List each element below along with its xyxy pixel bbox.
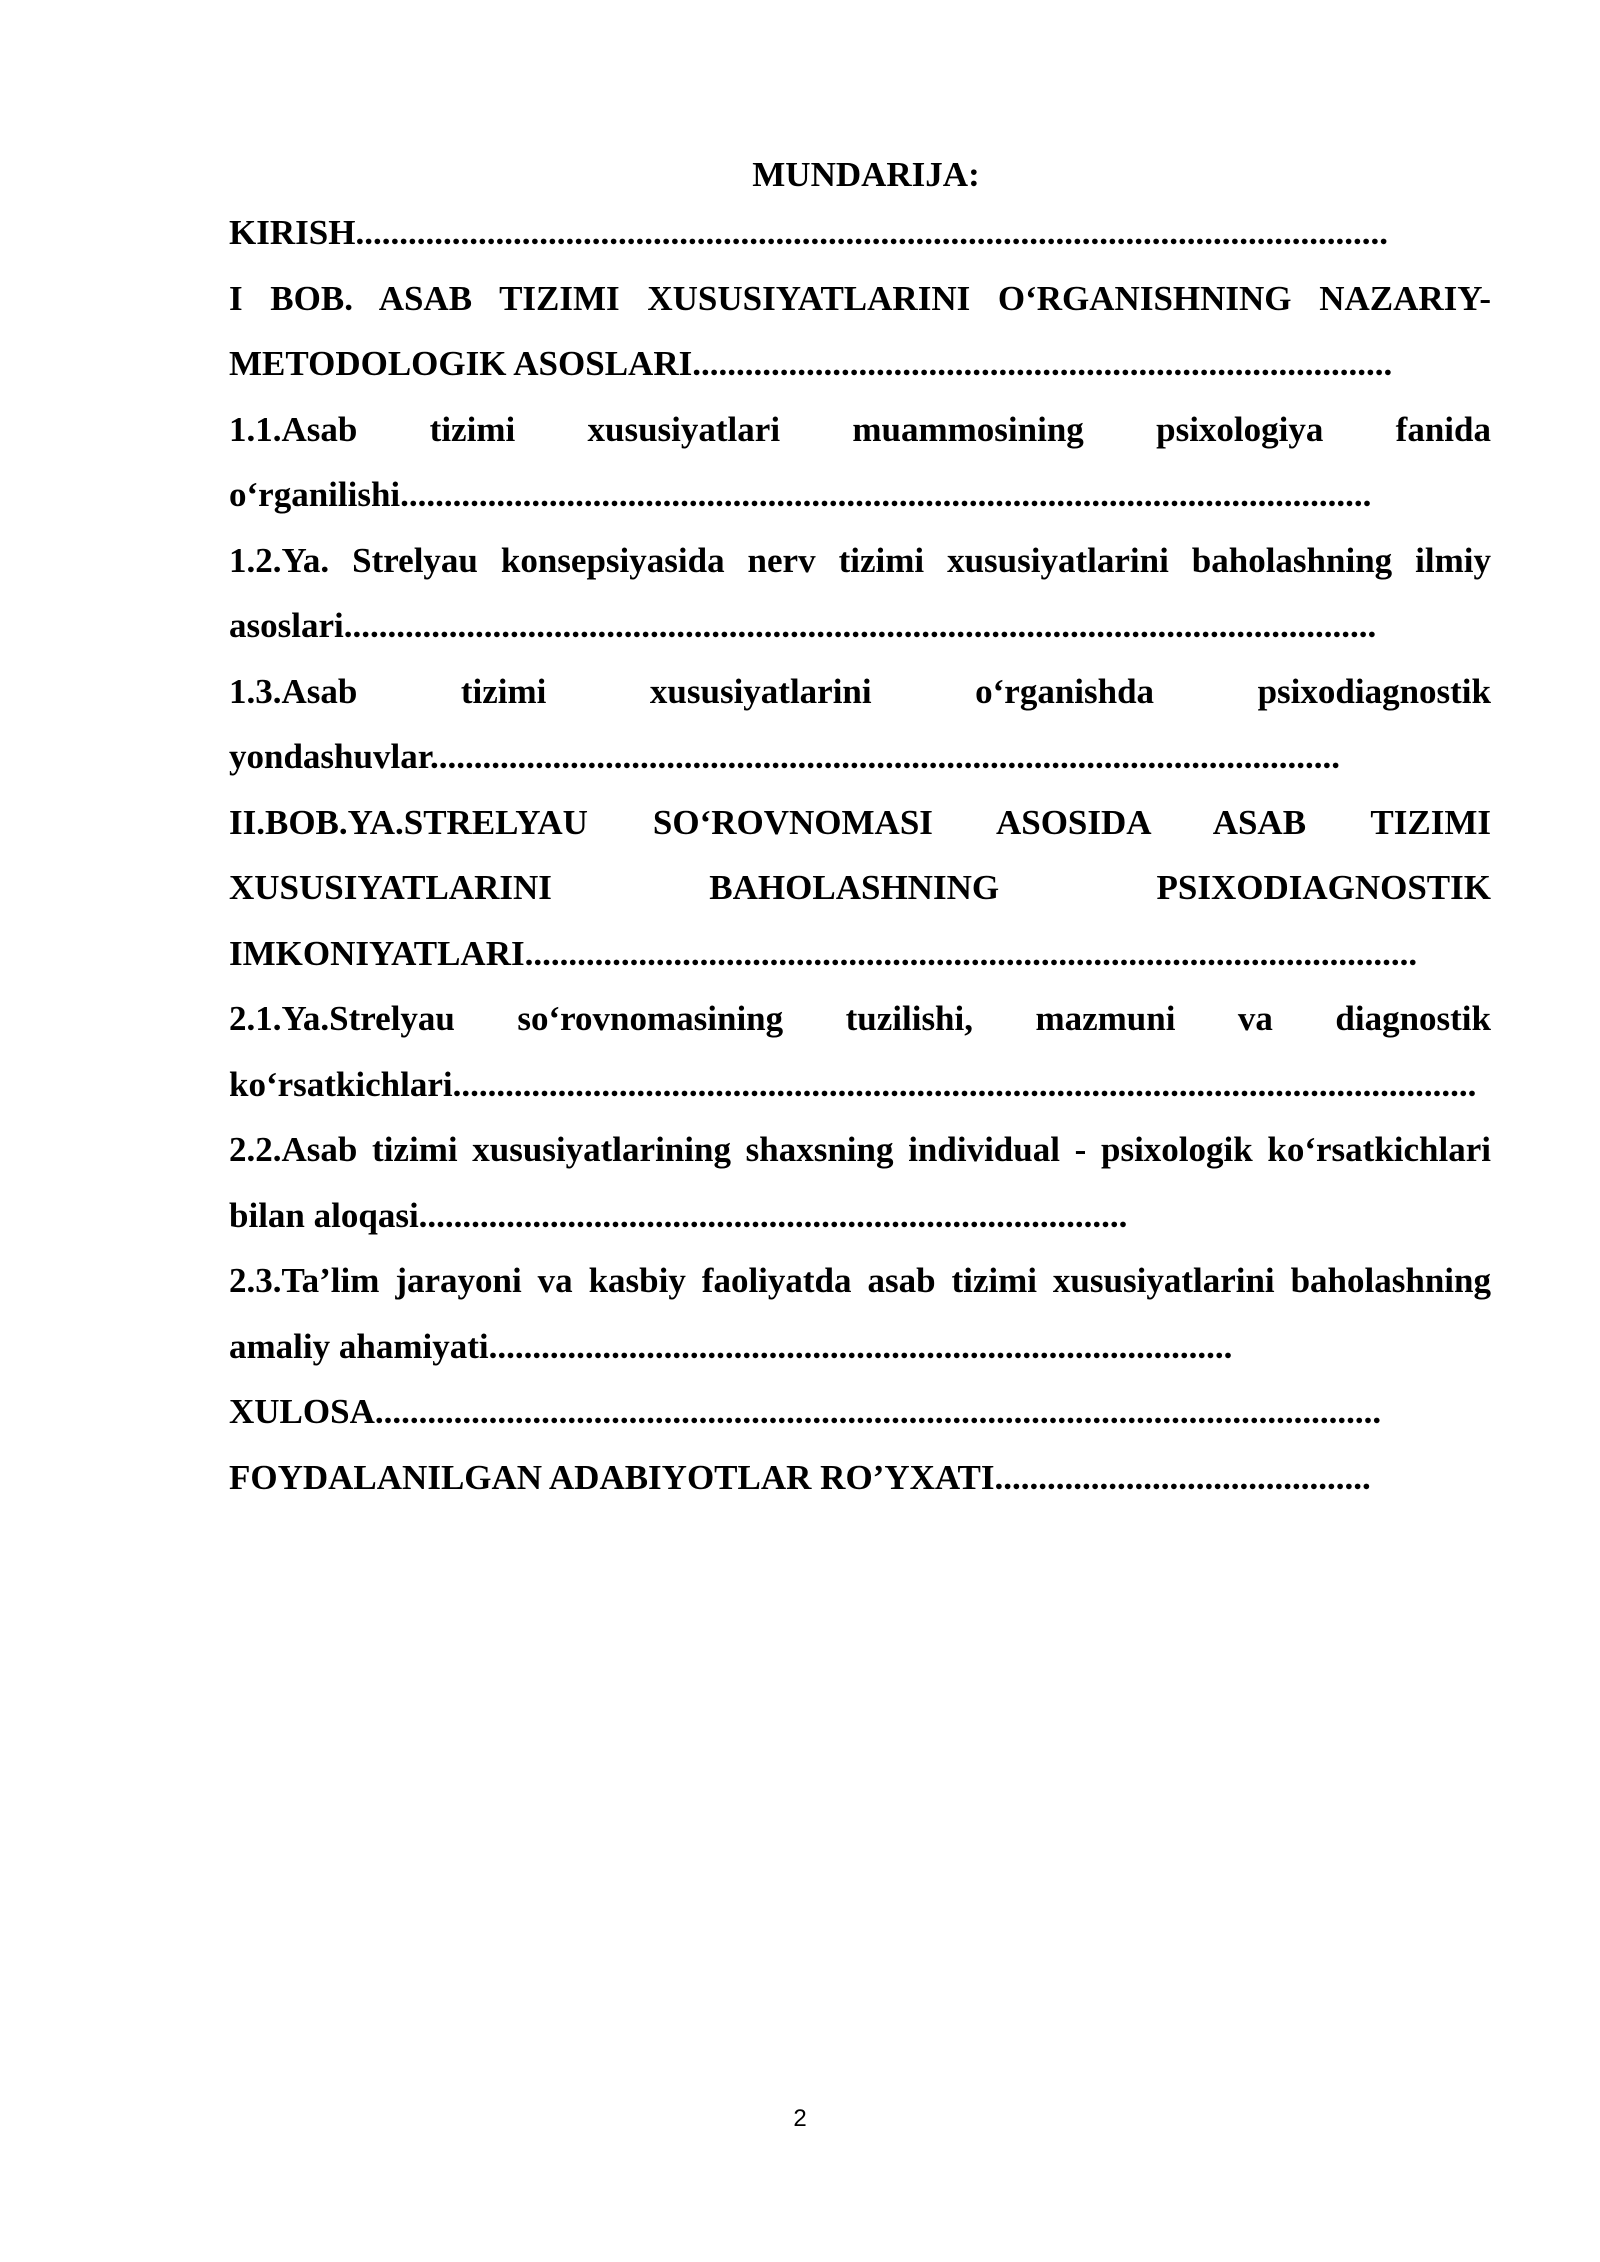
toc-leader-dots: ........................................................................................................	[430, 737, 1341, 776]
toc-entry-section-1-1	[229, 397, 1491, 528]
toc-entry-conclusion	[229, 1379, 1491, 1445]
toc-entry-section-1-3	[229, 659, 1491, 790]
toc-leader-dots: ...................................................................................................................	[374, 1392, 1382, 1431]
toc-entry-text: I BOB. ASAB TIZIMI XUSUSIYATLARINI O‘RGANISHNING NAZARIY-METODOLOGIK ASOSLARI	[229, 278, 1491, 383]
toc-entry-section-2-1	[229, 986, 1491, 1117]
toc-leader-dots: ......................................................................................................................	[343, 606, 1377, 645]
toc-entry-text: 1.2.Ya. Strelyau konsepsiyasida nerv tizimi xususiyatlarini baholashning ilmiy asoslari	[229, 540, 1491, 645]
toc-entry-text: XULOSA	[229, 1392, 375, 1431]
toc-leader-dots: ...............................................................................................................	[400, 475, 1372, 514]
toc-entry-introduction	[229, 200, 1491, 266]
page-number: 2	[793, 2105, 807, 2132]
toc-entry-text: II.BOB.YA.STRELYAU SO‘ROVNOMASI ASOSIDA ASAB TIZIMI XUSUSIYATLARINI BAHOLASHNING PSIXODIAGNOSTIK IMKONIYATLARI	[229, 802, 1491, 973]
toc-entry-section-2-2	[229, 1117, 1491, 1248]
toc-entry-references	[229, 1445, 1491, 1511]
toc-leader-dots: .................................................................................	[418, 1195, 1128, 1235]
toc-leader-dots: ...........................................	[994, 1457, 1371, 1497]
toc-leader-dots: ................................................................................	[692, 344, 1393, 383]
toc-entry-text: KIRISH	[229, 213, 356, 252]
toc-entry-text: 1.3.Asab tizimi xususiyatlarini o‘rganishda psixodiagnostik yondashuvlar	[229, 671, 1491, 776]
toc-entry-chapter-2	[229, 790, 1491, 987]
toc-entry-section-2-3	[229, 1248, 1491, 1379]
toc-entry-text: 2.1.Ya.Strelyau so‘rovnomasining tuzilishi, mazmuni va diagnostik ko‘rsatkichlari	[229, 999, 1491, 1104]
toc-leader-dots: .....................................................................................................................	[452, 1064, 1477, 1104]
toc-leader-dots: .....................................................................................	[488, 1326, 1233, 1366]
toc-entry-text: 1.1.Asab tizimi xususiyatlari muammosining psixologiya fanida o‘rganilishi	[229, 409, 1491, 514]
toc-entry-section-1-2	[229, 528, 1491, 659]
toc-entry-chapter-1	[229, 266, 1491, 397]
table-of-contents	[229, 200, 1491, 1510]
toc-entry-text: 2.2.Asab tizimi xususiyatlarining shaxsning individual - psixologik ko‘rsatkichlari bilan aloqasi	[229, 1130, 1491, 1235]
toc-leader-dots: ......................................................................................................	[524, 933, 1418, 973]
toc-title: MUNDARIJA:	[752, 155, 980, 194]
toc-entry-text: FOYDALANILGAN ADABIYOTLAR RO’YXATI	[229, 1457, 995, 1497]
toc-entry-text: 2.3.Ta’lim jarayoni va kasbiy faoliyatda asab tizimi xususiyatlarini baholashning amaliy ahamiyati	[229, 1261, 1491, 1366]
toc-leader-dots: ......................................................................................................................	[355, 213, 1388, 252]
